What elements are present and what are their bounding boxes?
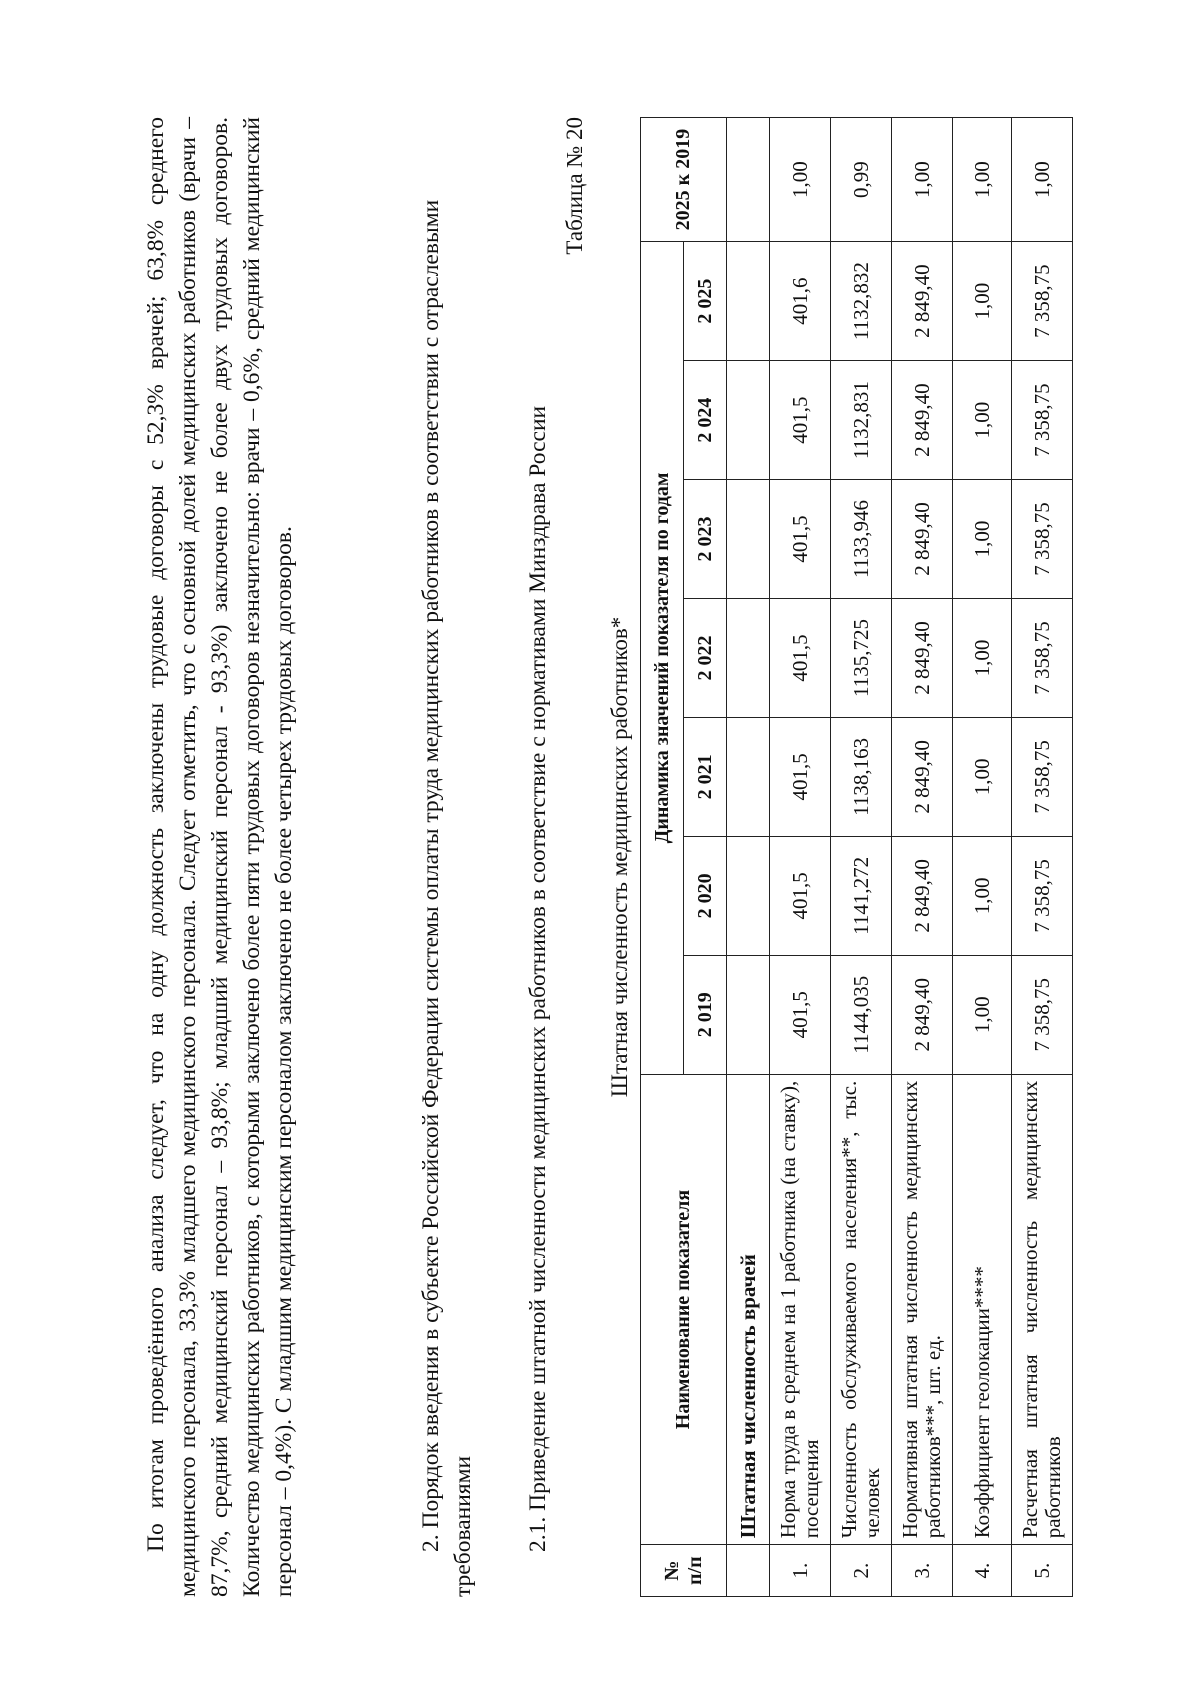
row-value: 1141,272	[831, 836, 892, 955]
empty-cell	[727, 717, 770, 836]
subheader-label: Штатная численность врачей	[727, 1074, 770, 1545]
row-value: 1,00	[953, 480, 1012, 599]
row-value: 7 358,75	[1012, 242, 1073, 361]
table-row	[831, 118, 892, 1597]
table-row	[1012, 118, 1073, 1597]
year-header: 2 022	[684, 598, 727, 717]
row-value: 2 849,40	[892, 361, 953, 480]
empty-cell	[727, 118, 770, 242]
empty-cell	[727, 598, 770, 717]
staffing-table	[640, 117, 1073, 1597]
empty-cell	[727, 361, 770, 480]
row-name: Расчетная штатная численность медицинских работников	[1012, 1074, 1073, 1545]
row-value: 1,00	[953, 598, 1012, 717]
row-name: Коэффициент геолокации****	[953, 1074, 1012, 1545]
row-value: 401,5	[770, 955, 831, 1074]
empty-cell	[727, 480, 770, 599]
row-value: 401,5	[770, 717, 831, 836]
year-header: 2 021	[684, 717, 727, 836]
row-value: 7 358,75	[1012, 361, 1073, 480]
table-row	[892, 118, 953, 1597]
table-title: Штатная численность медицинских работников*	[607, 616, 632, 1098]
row-number: 3.	[892, 1545, 953, 1597]
row-value: 2 849,40	[892, 836, 953, 955]
row-value: 7 358,75	[1012, 717, 1073, 836]
section-2-1-heading: 2.1. Приведение штатной численности медицинских работников в соответствие с нормативами Минздрава России	[525, 405, 551, 1552]
row-value: 1138,163	[831, 717, 892, 836]
row-ratio: 1,00	[892, 118, 953, 242]
row-value: 7 358,75	[1012, 480, 1073, 599]
row-value: 1,00	[953, 361, 1012, 480]
empty-cell	[727, 1545, 770, 1597]
empty-cell	[727, 836, 770, 955]
row-value: 1133,946	[831, 480, 892, 599]
row-name: Нормативная штатная численность медицинских работников***, шт. ед.	[892, 1074, 953, 1545]
year-header: 2 023	[684, 480, 727, 599]
row-number: 2.	[831, 1545, 892, 1597]
section-2-heading: 2. Порядок введения в субъекте Российской Федерации системы оплаты труда медицинских работников в соответствии с отраслевыми требованиями	[418, 199, 476, 1597]
row-name: Норма труда в среднем на 1 работника (на ставку), посещения	[770, 1074, 831, 1545]
row-value: 7 358,75	[1012, 598, 1073, 717]
row-value: 2 849,40	[892, 598, 953, 717]
analysis-paragraph: По итогам проведённого анализа следует, что на одну должность заключены трудовые договоры с 52,3% врачей; 63,8% среднего медицинского персонала, 33,3% младшего медицинского персонала. Следует отметить, что с основной долей медицинских работников (врачи – 87,7%, средний медицинский персонал – 93,8%; младший медицинский персонал - 93,3%) заключено не более двух трудовых договоров. Количество медицинских работников, с которыми заключено более пяти трудовых договоров незначительно: врачи – 0,6%, средний медицинский персонал – 0,4%). С младшим медицинским персоналом заключено не более четырех трудовых договоров.	[143, 117, 297, 1597]
row-value: 2 849,40	[892, 717, 953, 836]
row-number: 4.	[953, 1545, 1012, 1597]
row-value: 401,5	[770, 480, 831, 599]
empty-cell	[727, 242, 770, 361]
table-header-row-1	[641, 118, 684, 1597]
empty-cell	[727, 955, 770, 1074]
row-value: 2 849,40	[892, 955, 953, 1074]
row-value: 1,00	[953, 717, 1012, 836]
year-header: 2 024	[684, 361, 727, 480]
row-value: 2 849,40	[892, 242, 953, 361]
row-number: 1.	[770, 1545, 831, 1597]
row-value: 7 358,75	[1012, 836, 1073, 955]
row-value: 401,5	[770, 598, 831, 717]
row-ratio: 0,99	[831, 118, 892, 242]
row-ratio: 1,00	[770, 118, 831, 242]
table-row	[953, 118, 1012, 1597]
row-value: 1132,831	[831, 361, 892, 480]
row-value: 401,5	[770, 836, 831, 955]
row-value: 401,5	[770, 361, 831, 480]
row-ratio: 1,00	[953, 118, 1012, 242]
row-value: 1144,035	[831, 955, 892, 1074]
col-num-header: № п/п	[641, 1545, 727, 1597]
year-header: 2 019	[684, 955, 727, 1074]
year-header: 2 025	[684, 242, 727, 361]
row-value: 1135,725	[831, 598, 892, 717]
table-number: Таблица № 20	[562, 117, 587, 255]
col-name-header: Наименование показателя	[641, 1074, 727, 1545]
row-name: Численность обслуживаемого населения**, тыс. человек	[831, 1074, 892, 1545]
table-subheader-row	[727, 118, 770, 1597]
row-value: 1,00	[953, 836, 1012, 955]
col-ratio-header: 2025 к 2019	[641, 118, 727, 242]
table-row	[770, 118, 831, 1597]
row-value: 1,00	[953, 955, 1012, 1074]
col-dynamics-header: Динамика значений показателя по годам	[641, 242, 684, 1075]
row-value: 2 849,40	[892, 480, 953, 599]
row-value: 1132,832	[831, 242, 892, 361]
row-value: 401,6	[770, 242, 831, 361]
year-header: 2 020	[684, 836, 727, 955]
row-number: 5.	[1012, 1545, 1073, 1597]
row-value: 1,00	[953, 242, 1012, 361]
row-ratio: 1,00	[1012, 118, 1073, 242]
row-value: 7 358,75	[1012, 955, 1073, 1074]
